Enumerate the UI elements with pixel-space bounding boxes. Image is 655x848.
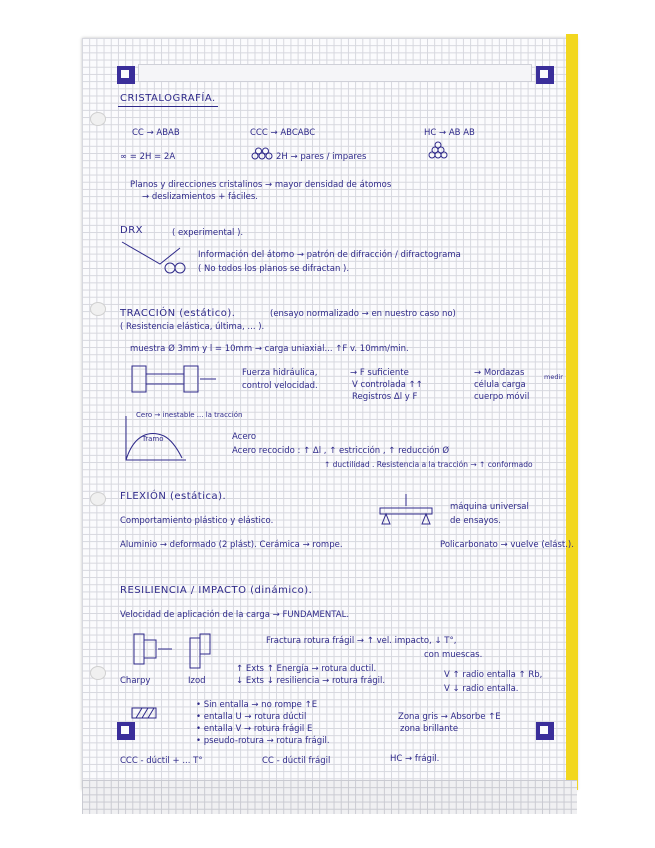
- note-line: ↑ Exts ↑ Energía → rotura ductil.: [236, 664, 377, 674]
- note-line: V controlada ↑↑: [352, 380, 423, 390]
- section-heading: RESILIENCIA / IMPACTO (dinámico).: [120, 585, 313, 596]
- note-line: de ensayos.: [450, 516, 501, 526]
- note-line: ( No todos los planos se difractan ).: [198, 264, 350, 274]
- punch-hole: [90, 492, 106, 506]
- note-line: Acero recocido : ↑ Δl , ↑ estricción , ↑ reducción Ø: [232, 446, 450, 456]
- impact-specimen-sketch: [132, 630, 232, 670]
- notebook-edge-right: [566, 34, 578, 790]
- corner-marker-icon: [536, 722, 554, 740]
- note-line: ∞ = 2H = 2A: [120, 152, 176, 162]
- note-line: Zona gris → Absorbe ↑E: [398, 712, 501, 722]
- note-line: Comportamiento plástico y elástico.: [120, 516, 274, 526]
- note-line: V ↑ radio entalla ↑ Rb,: [444, 670, 543, 680]
- note-line: ↓ Exts ↓ resiliencia → rotura frágil.: [236, 676, 386, 686]
- note-line: CC - dúctil frágil: [262, 756, 331, 766]
- punch-hole: [90, 112, 106, 126]
- note-line: control velocidad.: [242, 381, 318, 391]
- note-line: (ensayo normalizado → en nuestro caso no): [270, 309, 456, 319]
- note-line: Policarbonato → vuelve (elást.).: [440, 540, 574, 550]
- atom-cluster-icon: [250, 147, 274, 161]
- note-line: CCC - dúctil + ... T°: [120, 756, 203, 766]
- note-line: → F suficiente: [350, 368, 409, 378]
- note-line: muestra Ø 3mm y l = 10mm → carga uniaxial... ↑F v. 10mm/min.: [130, 344, 409, 354]
- note-line: Velocidad de aplicación de la carga → FUNDAMENTAL.: [120, 610, 350, 620]
- note-line: • entalla U → rotura dúctil: [196, 712, 307, 722]
- punch-hole: [90, 666, 106, 680]
- note-line: zona brillante: [400, 724, 459, 734]
- note-line: Planos y direcciones cristalinos → mayor densidad de átomos: [130, 180, 392, 190]
- note-line: CC → ABAB: [132, 128, 180, 138]
- note-line: Tramo: [142, 435, 164, 443]
- note-line: máquina universal: [450, 502, 529, 512]
- note-line: • entalla V → rotura frágil E: [196, 724, 313, 734]
- note-line: V ↓ radio entalla.: [444, 684, 519, 694]
- note-line: con muescas.: [424, 650, 483, 660]
- note-line: Cero → inestable ... la tracción: [136, 411, 243, 419]
- note-line: HC → frágil.: [390, 754, 440, 764]
- note-line: Acero: [232, 432, 257, 442]
- note-line: célula carga: [474, 380, 526, 390]
- note-line: → deslizamientos + fáciles.: [142, 192, 258, 202]
- note-line: ( experimental ).: [172, 228, 244, 238]
- note-line: • Sin entalla → no rompe ↑E: [196, 700, 318, 710]
- note-line: • pseudo-rotura → rotura frágil.: [196, 736, 330, 746]
- note-line: → Mordazas: [474, 368, 525, 378]
- note-line: Fractura rotura frágil → ↑ vel. impacto, ↓ T°,: [266, 636, 457, 646]
- note-line: cuerpo móvil: [474, 392, 530, 402]
- diffraction-sketch: [120, 238, 190, 278]
- page-title: CRISTALOGRAFÍA.: [120, 93, 216, 104]
- atom-cluster-icon: [426, 142, 450, 160]
- note-line: Aluminio → deformado (2 plást). Cerámica → rompe.: [120, 540, 343, 550]
- section-heading: DRX: [120, 225, 143, 236]
- corner-marker-icon: [536, 66, 554, 84]
- note-line: ( Resistencia elástica, última, ... ).: [120, 322, 265, 332]
- corner-marker-icon: [117, 722, 135, 740]
- note-line: Izod: [188, 676, 206, 686]
- punch-hole: [90, 302, 106, 316]
- title-underline: [118, 106, 218, 107]
- next-page-strip: [82, 780, 577, 814]
- page-header-field: [138, 64, 532, 82]
- corner-marker-icon: [117, 66, 135, 84]
- note-line: Información del átomo → patrón de difracción / difractograma: [198, 250, 461, 260]
- notch-sketch: [130, 706, 160, 720]
- section-heading: FLEXIÓN (estática).: [120, 491, 227, 502]
- note-line: Charpy: [120, 676, 151, 686]
- three-point-bend-sketch: [376, 492, 436, 528]
- tensile-specimen-sketch: [130, 362, 230, 398]
- note-line: Registros Δl y F: [352, 392, 418, 402]
- note-line: Fuerza hidráulica,: [242, 368, 318, 378]
- note-line: CCC → ABCABC: [250, 128, 316, 138]
- note-line: 2H → pares / impares: [276, 152, 367, 162]
- note-line: ↑ ductilidad . Resistencia a la tracción → ↑ conformado: [324, 460, 533, 469]
- note-line: medir: [544, 373, 563, 381]
- note-line: HC → AB AB: [424, 128, 475, 138]
- section-heading: TRACCIÓN (estático).: [120, 308, 236, 319]
